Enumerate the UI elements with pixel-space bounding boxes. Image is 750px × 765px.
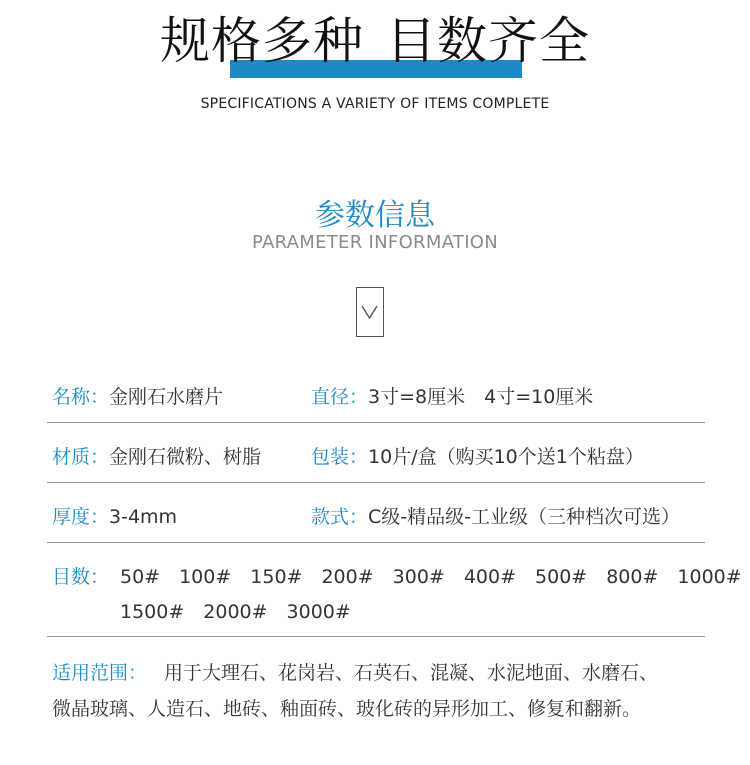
param-diameter xyxy=(311,382,593,409)
divider xyxy=(47,636,705,637)
diameter-value: 3寸=8厘米 4寸=10厘米 xyxy=(368,386,594,408)
scope-line-1: 用于大理石、花岗岩、石英石、混凝、水泥地面、水磨石、 xyxy=(164,662,659,684)
scope-line-2: 微晶玻璃、人造石、地砖、釉面砖、玻化砖的异形加工、修复和翻新。 xyxy=(52,698,642,720)
param-package xyxy=(311,442,644,469)
mesh-label: 目数： xyxy=(52,566,110,588)
param-thickness xyxy=(52,502,177,529)
param-material xyxy=(52,442,261,469)
thickness-label: 厚度： xyxy=(52,506,110,528)
divider xyxy=(47,542,705,543)
mesh-line-2: 1500# 2000# 3000# xyxy=(120,601,351,623)
param-mesh xyxy=(52,562,109,589)
title-right: 目数齐全 xyxy=(386,12,590,70)
diameter-label: 直径： xyxy=(311,386,369,408)
chevron-down-icon xyxy=(356,287,384,337)
divider xyxy=(47,482,705,483)
style-label: 款式： xyxy=(311,506,369,528)
material-value: 金刚石微粉、树脂 xyxy=(109,446,262,468)
material-label: 材质： xyxy=(52,446,110,468)
param-name xyxy=(52,382,223,409)
section-title: 参数信息 xyxy=(315,198,435,233)
page-title xyxy=(0,6,750,76)
name-label: 名称： xyxy=(52,386,110,408)
param-style xyxy=(311,502,680,529)
section-subtitle: PARAMETER INFORMATION xyxy=(251,232,499,253)
scope-label: 适用范围： xyxy=(52,662,148,684)
package-label: 包装： xyxy=(311,446,369,468)
thickness-value: 3-4mm xyxy=(109,506,178,528)
name-value: 金刚石水磨片 xyxy=(109,386,224,408)
style-value: C级-精品级-工业级（三种档次可选） xyxy=(368,506,680,528)
package-value: 10片/盒（购买10个送1个粘盘） xyxy=(368,446,644,468)
page-subtitle: SPECIFICATIONS A VARIETY OF ITEMS COMPLETE xyxy=(200,96,550,112)
divider xyxy=(47,422,705,423)
title-left: 规格多种 xyxy=(160,12,364,70)
mesh-line-1: 50# 100# 150# 200# 300# 400# 500# 800# 1000# xyxy=(120,566,742,588)
param-scope xyxy=(52,658,147,685)
